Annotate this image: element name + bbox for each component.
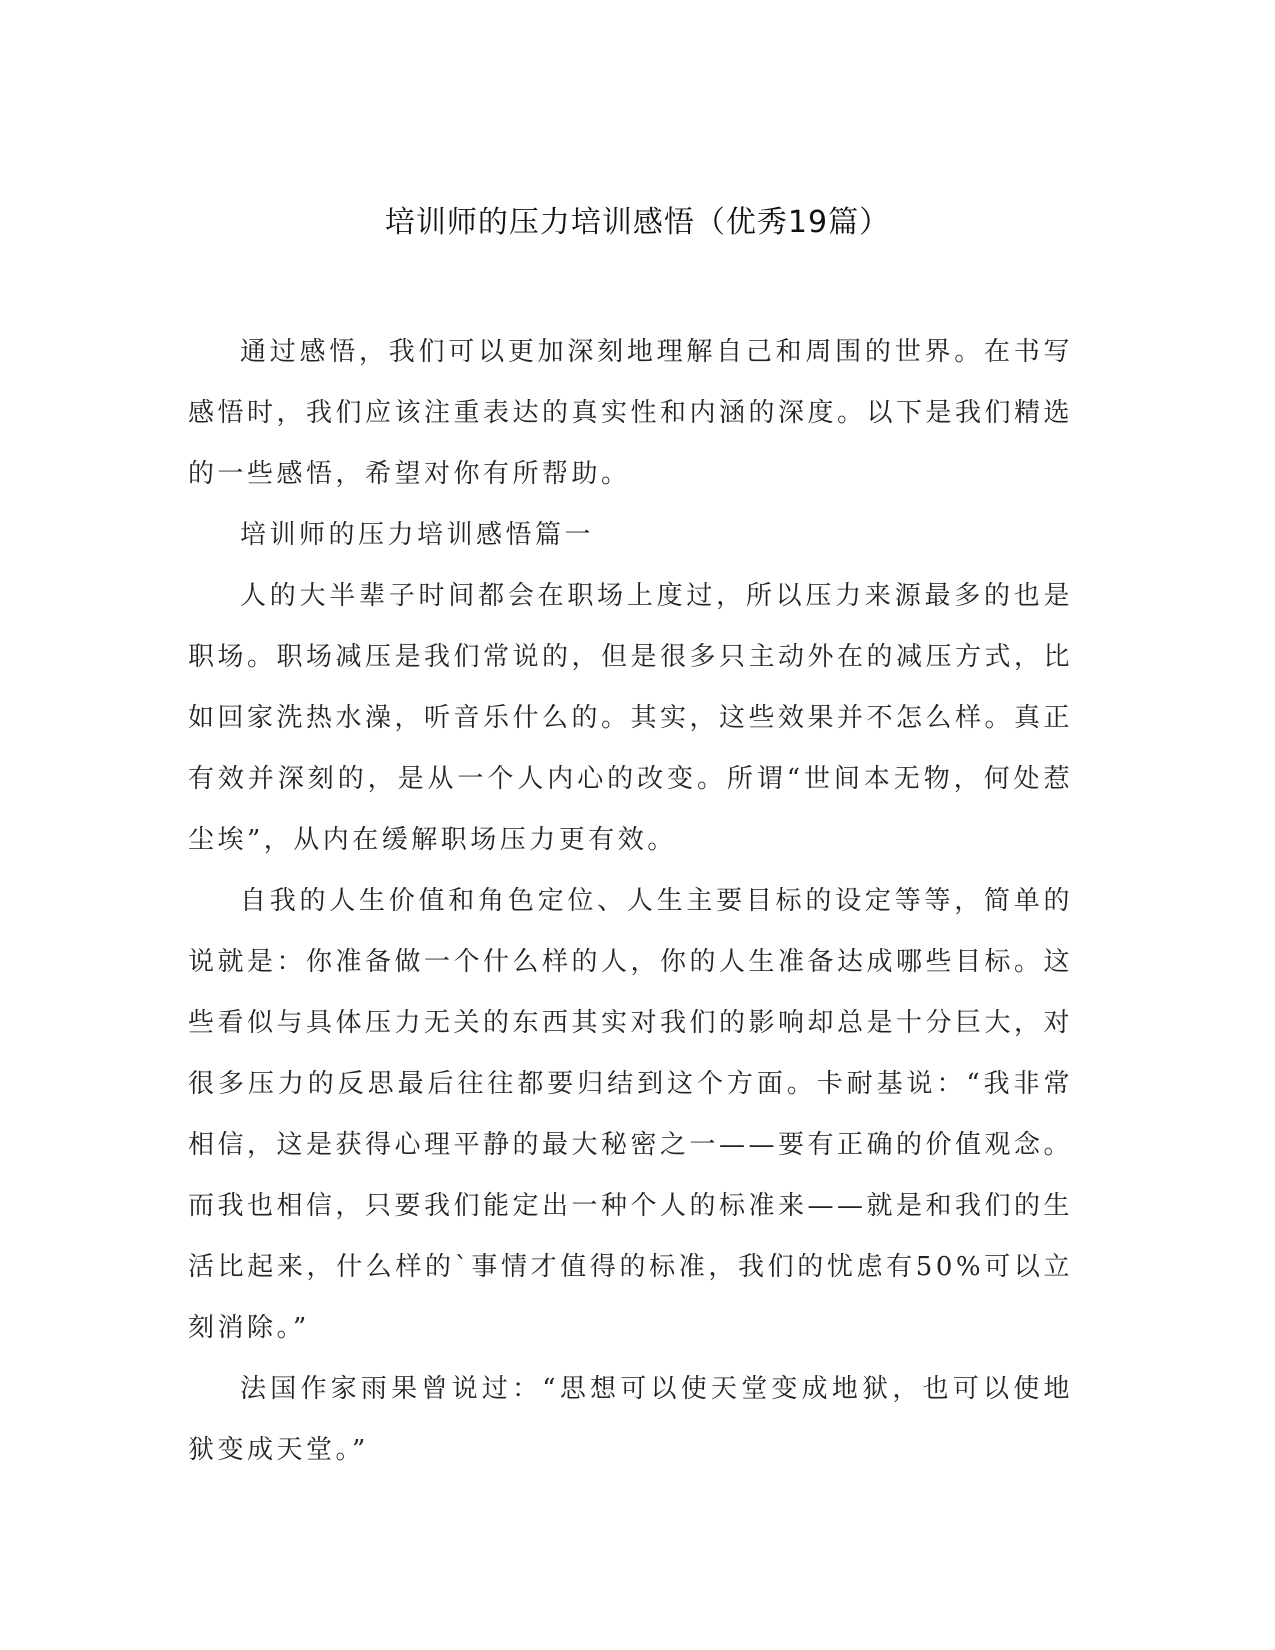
paragraph-intro: 通过感悟，我们可以更加深刻地理解自己和周围的世界。在书写感悟时，我们应该注重表达的真实性和内涵的深度。以下是我们精选的一些感悟，希望对你有所帮助。 bbox=[188, 337, 1074, 489]
paragraph: 法国作家雨果曾说过：“思想可以使天堂变成地狱，也可以使地狱变成天堂。” bbox=[188, 1374, 1073, 1465]
document-body bbox=[188, 322, 1073, 1481]
paragraph: 人的大半辈子时间都会在职场上度过，所以压力来源最多的也是职场。职场减压是我们常说的，但是很多只主动外在的减压方式，比如回家洗热水澡，听音乐什么的。其实，这些效果并不怎么样。真正有效并深刻的，是从一个人内心的改变。所谓“世间本无物，何处惹尘埃”，从内在缓解职场压力更有效。 bbox=[188, 581, 1074, 855]
section-heading: 培训师的压力培训感悟篇一 bbox=[240, 520, 595, 550]
paragraph: 自我的人生价值和角色定位、人生主要目标的设定等等，简单的说就是：你准备做一个什么样的人，你的人生准备达成哪些目标。这些看似与具体压力无关的东西其实对我们的影响却总是十分巨大，对很多压力的反思最后往往都要归结到这个方面。卡耐基说：“我非常相信，这是获得心理平静的最大秘密之一——要有正确的价值观念。而我也相信，只要我们能定出一种个人的标准来——就是和我们的生活比起来，什么样的`事情才值得的标准，我们的忧虑有50%可以立刻消除。” bbox=[188, 886, 1074, 1343]
document-title: 培训师的压力培训感悟（优秀19篇） bbox=[384, 205, 891, 240]
